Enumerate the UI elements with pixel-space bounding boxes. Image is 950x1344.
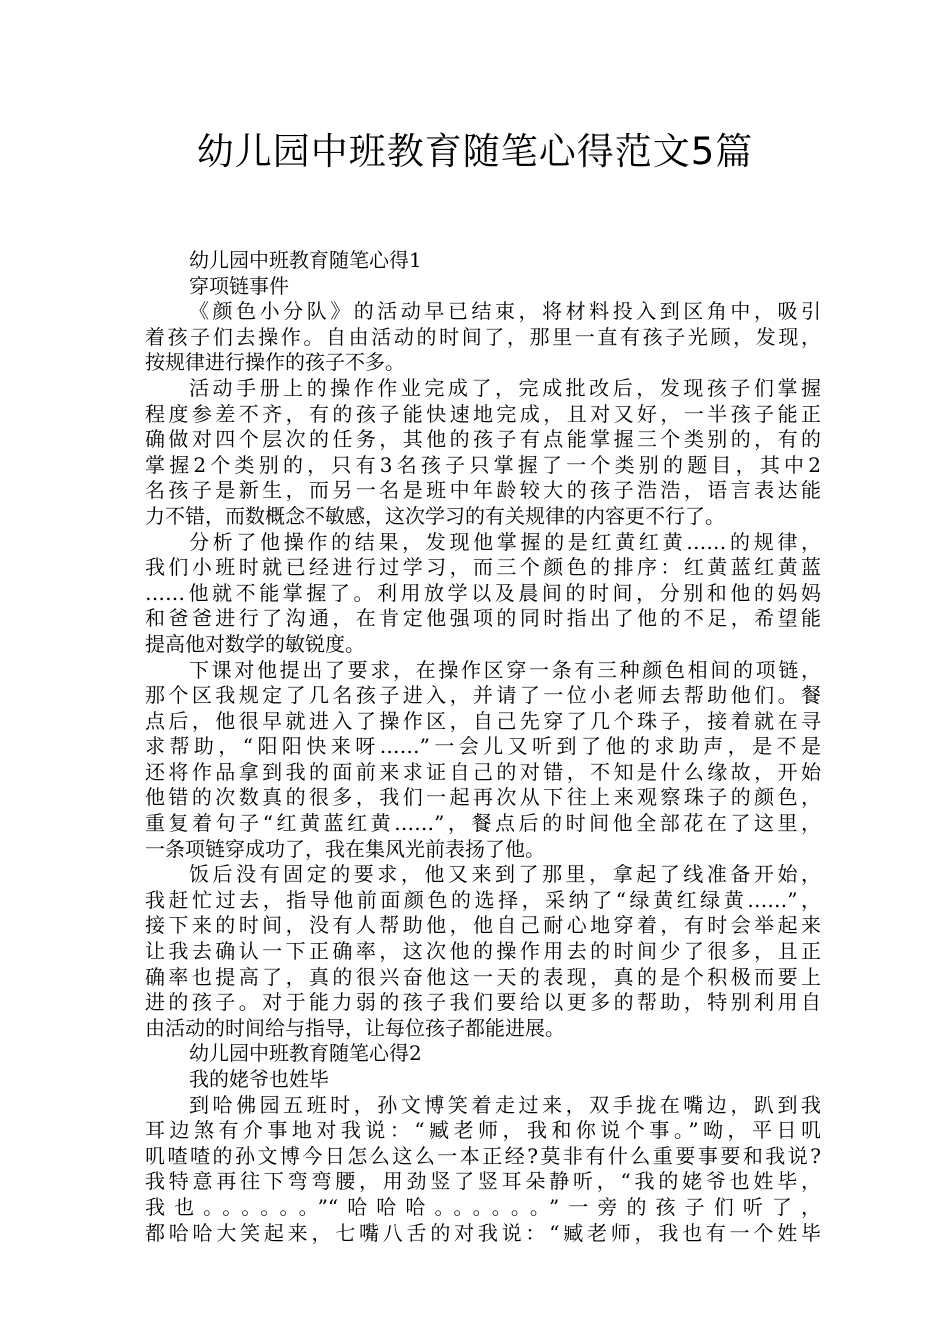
text-line: 一条项链穿成功了，我在集风光前表扬了他。 — [145, 836, 545, 861]
text-line: 活动手册上的操作作业完成了，完成批改后，发现孩子们掌握 — [189, 375, 821, 400]
text-line: ……他就不能掌握了。利用放学以及晨间的时间，分别和他的妈妈 — [145, 580, 821, 605]
text-line: 《颜色小分队》的活动早已结束，将材料投入到区角中，吸引 — [189, 299, 821, 324]
text-line: 力不错，而数概念不敏感，这次学习的有关规律的内容更不行了。 — [145, 503, 725, 528]
text-line: 由活动的时间给与指导，让每位孩子都能进展。 — [145, 1015, 565, 1040]
text-line: 饭后没有固定的要求，他又来到了那里，拿起了线准备开始， — [189, 862, 821, 887]
text-line: 叽喳喳的孙文博今日怎么这么一本正经?莫非有什么重要事要和我说? — [145, 1143, 821, 1168]
text-line: 下课对他提出了要求，在操作区穿一条有三种颜色相间的项链， — [189, 657, 821, 682]
text-line: 掌握2个类别的，只有3名孩子只掌握了一个类别的题目，其中2 — [145, 452, 821, 477]
text-line: 幼儿园中班教育随笔心得1 — [189, 248, 422, 272]
text-line: 提高他对数学的敏锐度。 — [145, 631, 365, 656]
text-line: 按规律进行操作的孩子不多。 — [145, 350, 405, 375]
text-line: 我的姥爷也姓毕 — [189, 1067, 329, 1091]
text-line: 着孩子们去操作。自由活动的时间了，那里一直有孩子光顾，发现， — [145, 324, 821, 349]
text-line: 穿项链事件 — [189, 273, 289, 298]
text-line: 点后，他很早就进入了操作区，自己先穿了几个珠子，接着就在寻 — [145, 708, 821, 733]
text-line: 分析了他操作的结果，发现他掌握的是红黄红黄……的规律， — [189, 529, 821, 554]
text-line: 那个区我规定了几名孩子进入，并请了一位小老师去帮助他们。餐 — [145, 683, 821, 708]
text-line: 我特意再往下弯弯腰，用劲竖了竖耳朵静听，“我的姥爷也姓毕， — [145, 1169, 821, 1194]
text-line: 求帮助，“阳阳快来呀……”一会儿又听到了他的求助声，是不是 — [145, 734, 821, 759]
text-line: 程度参差不齐，有的孩子能快速地完成，且对又好，一半孩子能正 — [145, 401, 821, 426]
text-line: 和爸爸进行了沟通，在肯定他强项的同时指出了他的不足，希望能 — [145, 606, 821, 631]
text-line: 名孩子是新生，而另一名是班中年龄较大的孩子浩浩，语言表达能 — [145, 478, 821, 503]
text-line: 接下来的时间，没有人帮助他，他自己耐心地穿着，有时会举起来 — [145, 913, 821, 938]
text-line: 都哈哈大笑起来，七嘴八舌的对我说：“臧老师，我也有一个姓毕 — [145, 1220, 821, 1245]
text-line: 确做对四个层次的任务，其他的孩子有点能掌握三个类别的，有的 — [145, 427, 821, 452]
text-line: 让我去确认一下正确率，这次他的操作用去的时间少了很多，且正 — [145, 939, 821, 964]
text-line: 重复着句子“红黄蓝红黄……”，餐点后的时间他全部花在了这里， — [145, 811, 821, 836]
text-line: 确率也提高了，真的很兴奋他这一天的表现，真的是个积极而要上 — [145, 964, 821, 989]
document-body — [145, 248, 821, 1246]
text-line: 他错的次数真的很多，我们一起再次从下往上来观察珠子的颜色， — [145, 785, 821, 810]
text-line: 到哈佛园五班时，孙文博笑着走过来，双手拢在嘴边，趴到我 — [189, 1092, 821, 1117]
document-title: 幼儿园中班教育随笔心得范文5篇 — [196, 130, 754, 173]
text-line: 幼儿园中班教育随笔心得2 — [189, 1041, 422, 1066]
text-line: 我赶忙过去，指导他前面颜色的选择，采纳了“绿黄红绿黄……”， — [145, 887, 821, 912]
text-line: 我也。。。。。。”“哈哈哈。。。。。。”一旁的孩子们听了， — [145, 1194, 821, 1219]
text-line: 还将作品拿到我的面前来求证自己的对错，不知是什么缘故，开始 — [145, 759, 821, 784]
text-line: 进的孩子。对于能力弱的孩子我们要给以更多的帮助，特别利用自 — [145, 990, 821, 1015]
text-line: 耳边煞有介事地对我说：“臧老师，我和你说个事。”呦，平日叽 — [145, 1118, 821, 1143]
text-line: 我们小班时就已经进行过学习，而三个颜色的排序：红黄蓝红黄蓝 — [145, 555, 821, 580]
